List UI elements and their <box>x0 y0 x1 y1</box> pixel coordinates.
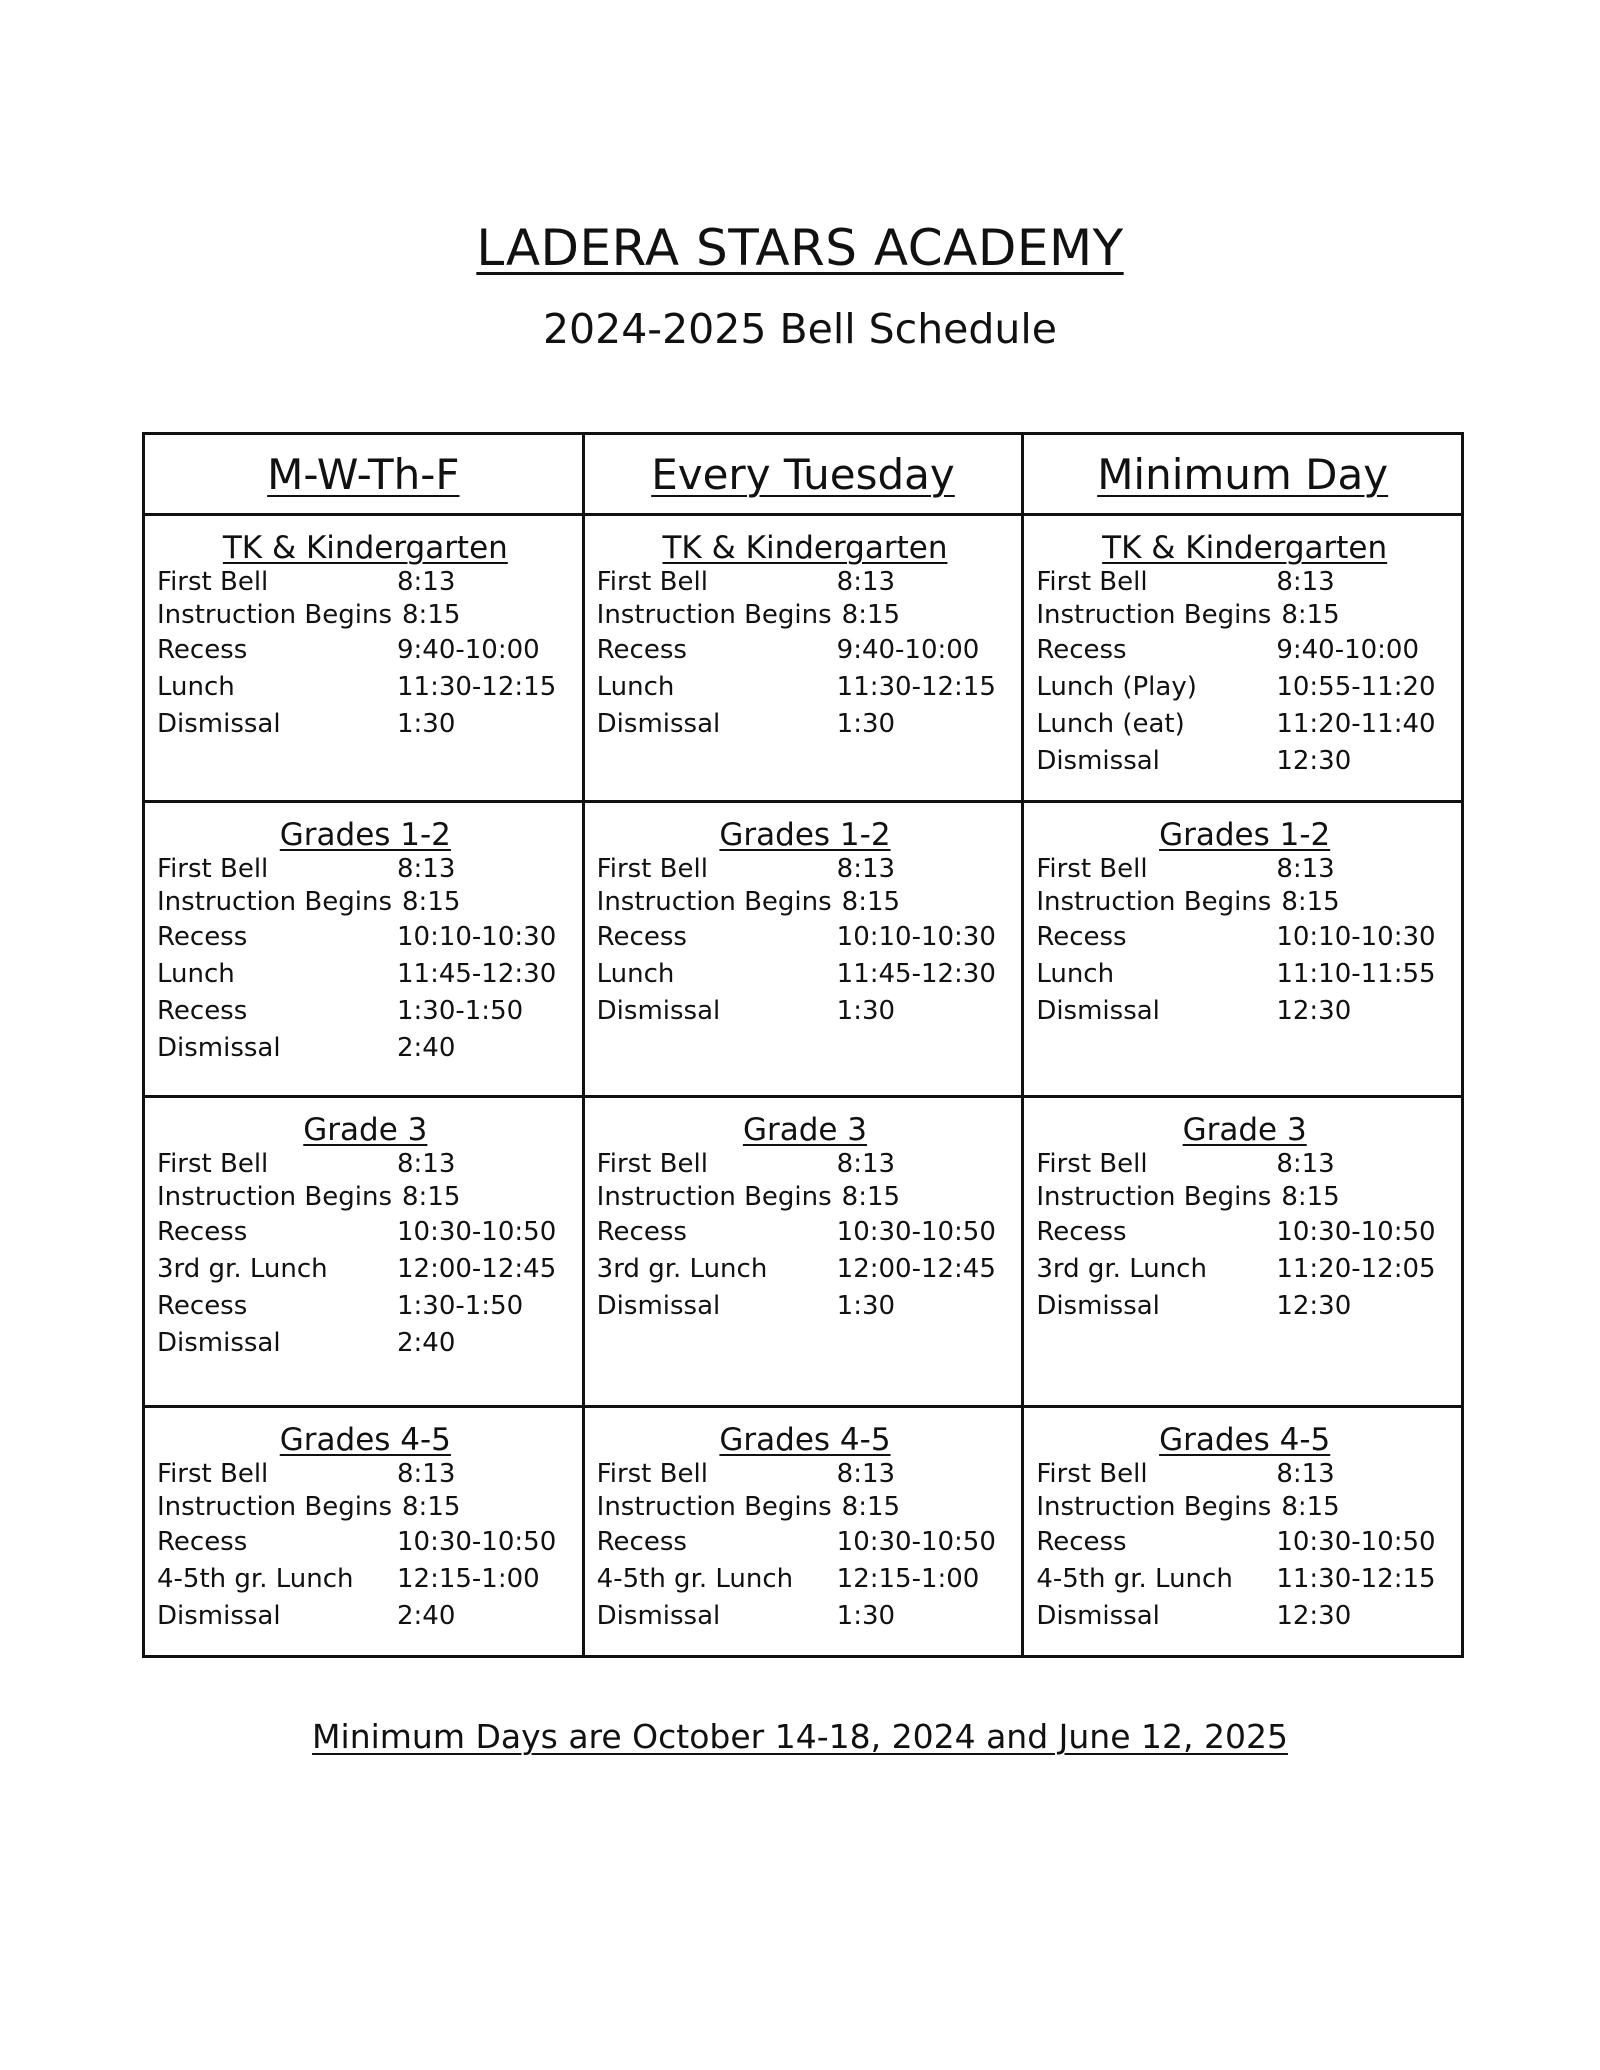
entry-label: Instruction Begins <box>1036 887 1272 917</box>
entry-time: 11:45-12:30 <box>397 959 557 989</box>
entry-label: Instruction Begins <box>596 1492 832 1522</box>
schedule-entry <box>1036 1524 1453 1561</box>
entry-time: 10:30-10:50 <box>397 1217 557 1247</box>
group-title: TK & Kindergarten <box>662 530 948 566</box>
schedule-entry <box>1036 853 1453 886</box>
entry-time: 8:13 <box>836 1459 896 1489</box>
entry-time: 8:15 <box>402 1182 461 1212</box>
schedule-entry <box>157 599 574 632</box>
schedule-entry <box>597 566 1014 599</box>
schedule-row <box>144 515 1463 802</box>
schedule-entry <box>597 706 1014 743</box>
entry-label: Instruction Begins <box>157 1182 393 1212</box>
schedule-cell-tuesday <box>583 802 1023 1097</box>
entry-label: Lunch <box>596 672 675 702</box>
schedule-entry <box>1036 919 1453 956</box>
schedule-entry <box>1036 1148 1453 1181</box>
schedule-cell-tuesday <box>583 1097 1023 1407</box>
entry-time: 12:30 <box>1276 746 1352 776</box>
schedule-entry <box>157 886 574 919</box>
schedule-entry <box>1036 599 1453 632</box>
schedule-cell-minimum-day <box>1023 802 1463 1097</box>
group-title: Grades 1-2 <box>719 817 891 853</box>
schedule-entry <box>157 1030 574 1067</box>
entry-time: 2:40 <box>397 1601 456 1631</box>
schedule-row <box>144 1097 1463 1407</box>
entry-time: 12:15-1:00 <box>397 1564 540 1594</box>
schedule-entry <box>1036 886 1453 919</box>
entry-time: 8:13 <box>1276 1459 1335 1489</box>
schedule-entry <box>597 993 1014 1030</box>
entry-time: 10:30-10:50 <box>1276 1527 1436 1557</box>
schedule-entry <box>157 1561 574 1598</box>
schedule-entry <box>1036 956 1453 993</box>
entry-time: 8:15 <box>402 600 461 630</box>
entry-time: 8:15 <box>841 1492 901 1522</box>
schedule-entry <box>157 1524 574 1561</box>
entry-time: 9:40-10:00 <box>397 635 540 665</box>
entry-label: Recess <box>157 996 248 1026</box>
schedule-subtitle: 2024-2025 Bell Schedule <box>542 305 1058 353</box>
entry-label: Dismissal <box>1036 746 1160 776</box>
entry-time: 10:30-10:50 <box>397 1527 557 1557</box>
entry-time: 12:00-12:45 <box>836 1254 996 1284</box>
entry-time: 2:40 <box>397 1328 456 1358</box>
group-title: Grades 4-5 <box>719 1422 891 1458</box>
schedule-entry <box>1036 993 1453 1030</box>
entry-time: 1:30 <box>397 709 456 739</box>
schedule-entry <box>1036 1458 1453 1491</box>
entry-time: 12:15-1:00 <box>836 1564 980 1594</box>
schedule-cell-mwthf <box>144 1407 584 1657</box>
entry-label: Recess <box>1036 922 1127 952</box>
schedule-entry <box>157 956 574 993</box>
schedule-entry <box>157 1214 574 1251</box>
entry-label: Instruction Begins <box>596 1182 832 1212</box>
entry-time: 8:13 <box>397 1459 456 1489</box>
entry-time: 1:30 <box>836 1601 896 1631</box>
schedule-cell-minimum-day <box>1023 1407 1463 1657</box>
schedule-entry <box>157 1491 574 1524</box>
schedule-entry <box>157 706 574 743</box>
minimum-days-note: Minimum Days are October 14-18, 2024 and June 12, 2025 <box>312 1717 1288 1756</box>
entry-time: 1:30 <box>836 1291 896 1321</box>
entry-time: 8:15 <box>841 887 901 917</box>
entry-time: 2:40 <box>397 1033 456 1063</box>
schedule-entry <box>1036 1214 1453 1251</box>
entry-time: 10:30-10:50 <box>1276 1217 1436 1247</box>
entry-label: 4-5th gr. Lunch <box>596 1564 794 1594</box>
schedule-entry <box>157 1598 574 1635</box>
schedule-cell-minimum-day <box>1023 1097 1463 1407</box>
entry-time: 8:13 <box>1276 1149 1335 1179</box>
entry-time: 11:20-12:05 <box>1276 1254 1436 1284</box>
schedule-entry <box>597 1214 1014 1251</box>
entry-label: Dismissal <box>596 1291 721 1321</box>
entry-time: 8:13 <box>397 854 456 884</box>
entry-label: Lunch <box>1036 959 1115 989</box>
entry-label: Lunch (eat) <box>1036 709 1185 739</box>
group-title: Grade 3 <box>742 1112 868 1148</box>
entry-time: 11:30-12:15 <box>836 672 996 702</box>
column-header-minimum-day: Minimum Day <box>1023 434 1463 515</box>
entry-label: Lunch <box>157 959 235 989</box>
column-header-row <box>144 434 1463 515</box>
entry-time: 8:13 <box>397 567 456 597</box>
schedule-entry <box>1036 1491 1453 1524</box>
entry-label: 4-5th gr. Lunch <box>157 1564 354 1594</box>
schedule-entry <box>157 853 574 886</box>
entry-label: 3rd gr. Lunch <box>596 1254 768 1284</box>
entry-time: 11:10-11:55 <box>1276 959 1436 989</box>
entry-time: 8:13 <box>397 1149 456 1179</box>
entry-label: Recess <box>596 1527 687 1557</box>
entry-time: 10:30-10:50 <box>836 1527 996 1557</box>
entry-time: 1:30-1:50 <box>397 996 524 1026</box>
schedule-entry <box>1036 1288 1453 1325</box>
entry-time: 12:30 <box>1276 996 1352 1026</box>
entry-time: 8:15 <box>1281 600 1340 630</box>
schedule-entry <box>597 1598 1014 1635</box>
group-title: Grade 3 <box>303 1112 428 1148</box>
entry-time: 8:15 <box>1281 1182 1340 1212</box>
schedule-entry <box>597 599 1014 632</box>
schedule-entry <box>157 566 574 599</box>
schedule-entry <box>1036 1598 1453 1635</box>
column-header-mwthf: M-W-Th-F <box>144 434 584 515</box>
entry-time: 8:15 <box>402 1492 461 1522</box>
entry-time: 11:45-12:30 <box>836 959 996 989</box>
schedule-entry <box>157 1288 574 1325</box>
schedule-entry <box>597 1148 1014 1181</box>
schedule-entry <box>157 919 574 956</box>
schedule-entry <box>597 669 1014 706</box>
entry-label: Dismissal <box>596 709 721 739</box>
entry-time: 12:30 <box>1276 1601 1352 1631</box>
entry-label: Recess <box>1036 1217 1127 1247</box>
entry-label: Recess <box>157 922 248 952</box>
schedule-cell-mwthf <box>144 802 584 1097</box>
entry-label: Recess <box>596 635 687 665</box>
entry-label: Dismissal <box>157 1033 281 1063</box>
entry-time: 8:15 <box>841 600 901 630</box>
entry-label: 3rd gr. Lunch <box>157 1254 328 1284</box>
schedule-entry <box>597 886 1014 919</box>
schedule-cell-mwthf <box>144 1097 584 1407</box>
entry-time: 8:13 <box>836 567 896 597</box>
schedule-entry <box>597 919 1014 956</box>
entry-label: First Bell <box>157 1149 269 1179</box>
entry-label: First Bell <box>596 854 708 884</box>
schedule-entry <box>1036 1561 1453 1598</box>
entry-label: Dismissal <box>157 1601 281 1631</box>
entry-time: 1:30-1:50 <box>397 1291 524 1321</box>
entry-label: Instruction Begins <box>157 1492 393 1522</box>
schedule-cell-tuesday <box>583 515 1023 802</box>
entry-label: 4-5th gr. Lunch <box>1036 1564 1233 1594</box>
schedule-cell-minimum-day <box>1023 515 1463 802</box>
entry-label: First Bell <box>157 854 269 884</box>
entry-label: Recess <box>596 1217 687 1247</box>
schedule-row <box>144 802 1463 1097</box>
entry-label: Dismissal <box>1036 1291 1160 1321</box>
entry-label: Lunch <box>157 672 235 702</box>
entry-label: First Bell <box>1036 1149 1148 1179</box>
entry-label: First Bell <box>1036 854 1148 884</box>
entry-label: 3rd gr. Lunch <box>1036 1254 1207 1284</box>
entry-label: Instruction Begins <box>1036 600 1272 630</box>
entry-label: Dismissal <box>157 709 281 739</box>
entry-label: Dismissal <box>596 1601 721 1631</box>
schedule-cell-mwthf <box>144 515 584 802</box>
schedule-entry <box>157 632 574 669</box>
entry-time: 8:13 <box>836 1149 896 1179</box>
schedule-cell-tuesday <box>583 1407 1023 1657</box>
schedule-entry <box>1036 669 1453 706</box>
schedule-entry <box>597 1251 1014 1288</box>
entry-time: 8:13 <box>836 854 896 884</box>
entry-label: Instruction Begins <box>1036 1182 1272 1212</box>
entry-label: Recess <box>1036 635 1127 665</box>
entry-label: Instruction Begins <box>157 887 393 917</box>
schedule-entry <box>1036 566 1453 599</box>
entry-label: First Bell <box>1036 567 1148 597</box>
schedule-entry <box>597 1458 1014 1491</box>
entry-time: 10:10-10:30 <box>836 922 996 952</box>
group-title: Grades 4-5 <box>1159 1422 1331 1458</box>
schedule-entry <box>157 1148 574 1181</box>
schedule-entry <box>597 1491 1014 1524</box>
schedule-entry <box>157 1251 574 1288</box>
entry-label: Dismissal <box>1036 996 1160 1026</box>
entry-time: 9:40-10:00 <box>1276 635 1420 665</box>
schedule-body <box>144 515 1463 1657</box>
entry-label: Recess <box>1036 1527 1127 1557</box>
schedule-entry <box>1036 743 1453 780</box>
entry-label: Dismissal <box>596 996 721 1026</box>
schedule-entry <box>597 1181 1014 1214</box>
schedule-entry <box>157 1181 574 1214</box>
entry-label: First Bell <box>596 567 708 597</box>
entry-label: First Bell <box>157 567 269 597</box>
schedule-entry <box>1036 632 1453 669</box>
entry-time: 10:10-10:30 <box>397 922 557 952</box>
schedule-entry <box>157 1458 574 1491</box>
entry-label: Instruction Begins <box>596 600 832 630</box>
group-title: TK & Kindergarten <box>1102 530 1388 566</box>
schedule-row <box>144 1407 1463 1657</box>
entry-label: First Bell <box>1036 1459 1148 1489</box>
entry-label: Instruction Begins <box>1036 1492 1272 1522</box>
entry-time: 8:13 <box>1276 854 1335 884</box>
group-title: Grades 1-2 <box>279 817 451 853</box>
schedule-entry <box>597 1524 1014 1561</box>
schedule-entry <box>597 1561 1014 1598</box>
group-title: Grades 1-2 <box>1159 817 1331 853</box>
schedule-entry <box>157 669 574 706</box>
entry-label: Instruction Begins <box>596 887 832 917</box>
entry-label: Lunch <box>596 959 675 989</box>
entry-label: First Bell <box>596 1149 708 1179</box>
bell-schedule-table <box>142 432 1464 1658</box>
schedule-entry <box>1036 706 1453 743</box>
group-title: Grade 3 <box>1182 1112 1307 1148</box>
entry-time: 8:15 <box>1281 887 1340 917</box>
entry-time: 8:13 <box>1276 567 1335 597</box>
schedule-entry <box>1036 1251 1453 1288</box>
schedule-entry <box>157 1325 574 1362</box>
schedule-entry <box>1036 1181 1453 1214</box>
entry-label: First Bell <box>596 1459 708 1489</box>
entry-label: First Bell <box>157 1459 269 1489</box>
group-title: TK & Kindergarten <box>222 530 508 566</box>
entry-time: 8:15 <box>402 887 461 917</box>
entry-label: Recess <box>596 922 687 952</box>
entry-time: 10:10-10:30 <box>1276 922 1436 952</box>
entry-label: Instruction Begins <box>157 600 393 630</box>
entry-label: Dismissal <box>157 1328 281 1358</box>
entry-time: 12:00-12:45 <box>397 1254 557 1284</box>
entry-time: 11:30-12:15 <box>397 672 557 702</box>
entry-label: Lunch (Play) <box>1036 672 1197 702</box>
column-header-tuesday: Every Tuesday <box>583 434 1023 515</box>
group-title: Grades 4-5 <box>279 1422 451 1458</box>
entry-label: Recess <box>157 635 248 665</box>
entry-time: 8:15 <box>1281 1492 1340 1522</box>
schedule-entry <box>597 853 1014 886</box>
entry-label: Recess <box>157 1527 248 1557</box>
entry-time: 11:20-11:40 <box>1276 709 1436 739</box>
entry-label: Recess <box>157 1217 248 1247</box>
entry-time: 11:30-12:15 <box>1276 1564 1436 1594</box>
schedule-entry <box>597 956 1014 993</box>
entry-time: 8:15 <box>841 1182 901 1212</box>
entry-time: 1:30 <box>836 996 896 1026</box>
entry-label: Recess <box>157 1291 248 1321</box>
entry-time: 10:30-10:50 <box>836 1217 996 1247</box>
entry-time: 9:40-10:00 <box>836 635 980 665</box>
school-title: LADERA STARS ACADEMY <box>476 219 1124 277</box>
entry-label: Dismissal <box>1036 1601 1160 1631</box>
entry-time: 10:55-11:20 <box>1276 672 1436 702</box>
schedule-entry <box>157 993 574 1030</box>
entry-time: 1:30 <box>836 709 896 739</box>
schedule-entry <box>597 1288 1014 1325</box>
schedule-entry <box>597 632 1014 669</box>
entry-time: 12:30 <box>1276 1291 1352 1321</box>
